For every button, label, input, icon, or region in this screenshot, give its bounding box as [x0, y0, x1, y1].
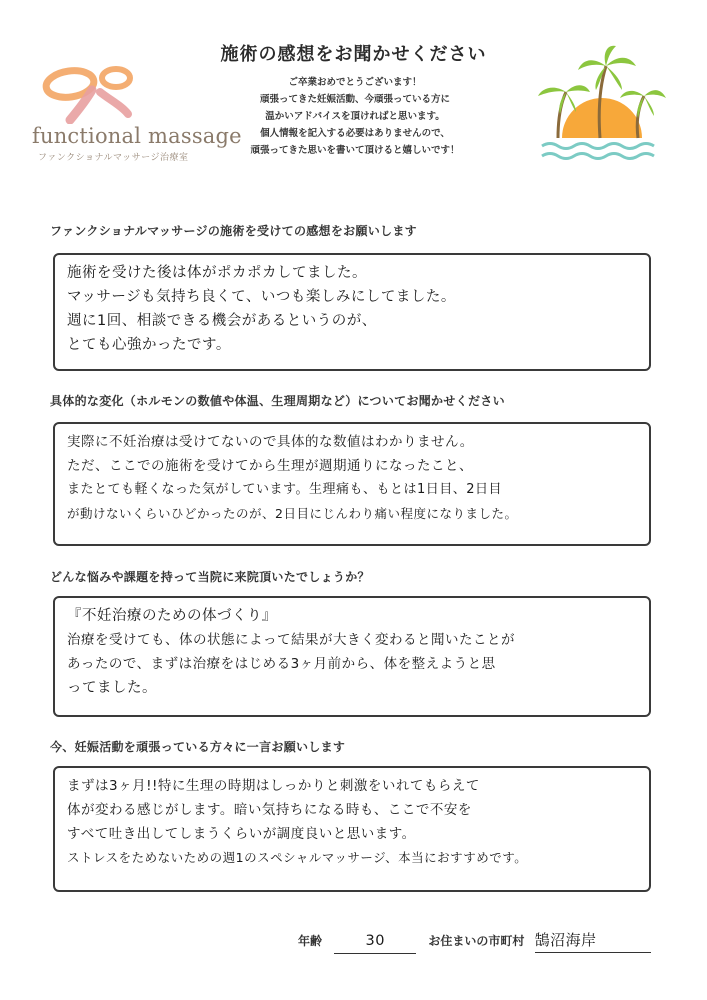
answer-line: が動けないくらいひどかったのが、2日目にじんわり痛い程度になりました。: [67, 506, 518, 521]
city-label: お住まいの市町村: [428, 934, 525, 948]
question-2: 具体的な変化（ホルモンの数値や体温、生理周期など）についてお聞かせください: [50, 394, 505, 408]
answer-line: 治療を受けても、体の状態によって結果が大きく変わると聞いたことが: [67, 632, 515, 648]
answer-line: 『不妊治療のための体づくり』: [67, 608, 277, 624]
answer-line: マッサージも気持ち良くて、いつも楽しみにしてました。: [67, 289, 456, 305]
question-1: ファンクショナルマッサージの施術を受けての感想をお願いします: [50, 224, 417, 238]
logo-mark-icon: [30, 62, 210, 124]
page-title: 施術の感想をお聞かせください: [220, 44, 487, 65]
answer-line: ストレスをためないための週1のスペシャルマッサージ、本当におすすめです。: [67, 850, 528, 865]
intro-line: 頑張ってきた思いを書いて頂けると嬉しいです！: [250, 145, 460, 156]
answer-line: ただ、ここでの施術を受けてから生理が週期通りになったこと、: [67, 458, 473, 474]
intro-line: ご卒業おめでとうございます！: [288, 77, 422, 88]
logo-subtitle: ファンクショナルマッサージ治療室: [38, 153, 189, 163]
answer-box-1: [53, 253, 651, 371]
answer-line: まずは3ヶ月!!特に生理の時期はしっかりと刺激をいれてもらえて: [67, 778, 480, 794]
footer: [298, 928, 651, 954]
answer-line: 週に1回、相談できる機会があるというのが、: [67, 313, 377, 329]
answer-box-2: [53, 422, 651, 546]
answer-line: あったので、まずは治療をはじめる3ヶ月前から、体を整えようと思: [67, 656, 496, 672]
logo: [30, 62, 242, 163]
answer-box-4: [53, 766, 651, 892]
city-value: 鵠沼海岸: [535, 928, 651, 953]
answer-line: またとても軽くなった気がしています。生理痛も、もとは1日目、2日目: [67, 482, 503, 497]
answer-line: 体が変わる感じがします。暗い気持ちになる時も、ここで不安を: [67, 802, 472, 818]
logo-wordmark: functional massage: [32, 124, 242, 148]
age-value: 30: [334, 929, 416, 954]
palm-tree-icon: [528, 40, 668, 170]
answer-line: 施術を受けた後は体がポカポカしてました。: [67, 265, 367, 281]
palm-beach-illustration: [528, 40, 668, 170]
question-4: 今、妊娠活動を頑張っている方々に一言お願いします: [50, 740, 346, 754]
intro-text: [230, 74, 480, 159]
question-3: どんな悩みや課題を持って当院に来院頂いたでしょうか？: [50, 570, 370, 584]
age-label: 年齢: [298, 934, 323, 948]
answer-line: とても心強かったです。: [67, 337, 231, 353]
intro-line: 温かいアドバイスを頂ければと思います。: [265, 111, 445, 122]
answer-line: 実際に不妊治療は受けてないので具体的な数値はわかりません。: [67, 434, 474, 450]
answer-line: すべて吐き出してしまうくらいが調度良いと思います。: [67, 826, 416, 842]
intro-line: 個人情報を記入する必要はありませんので、: [260, 128, 450, 139]
answer-box-3: [53, 596, 651, 717]
answer-line: ってました。: [67, 680, 157, 696]
intro-line: 頑張ってきた妊娠活動、今頑張っている方に: [259, 94, 450, 105]
